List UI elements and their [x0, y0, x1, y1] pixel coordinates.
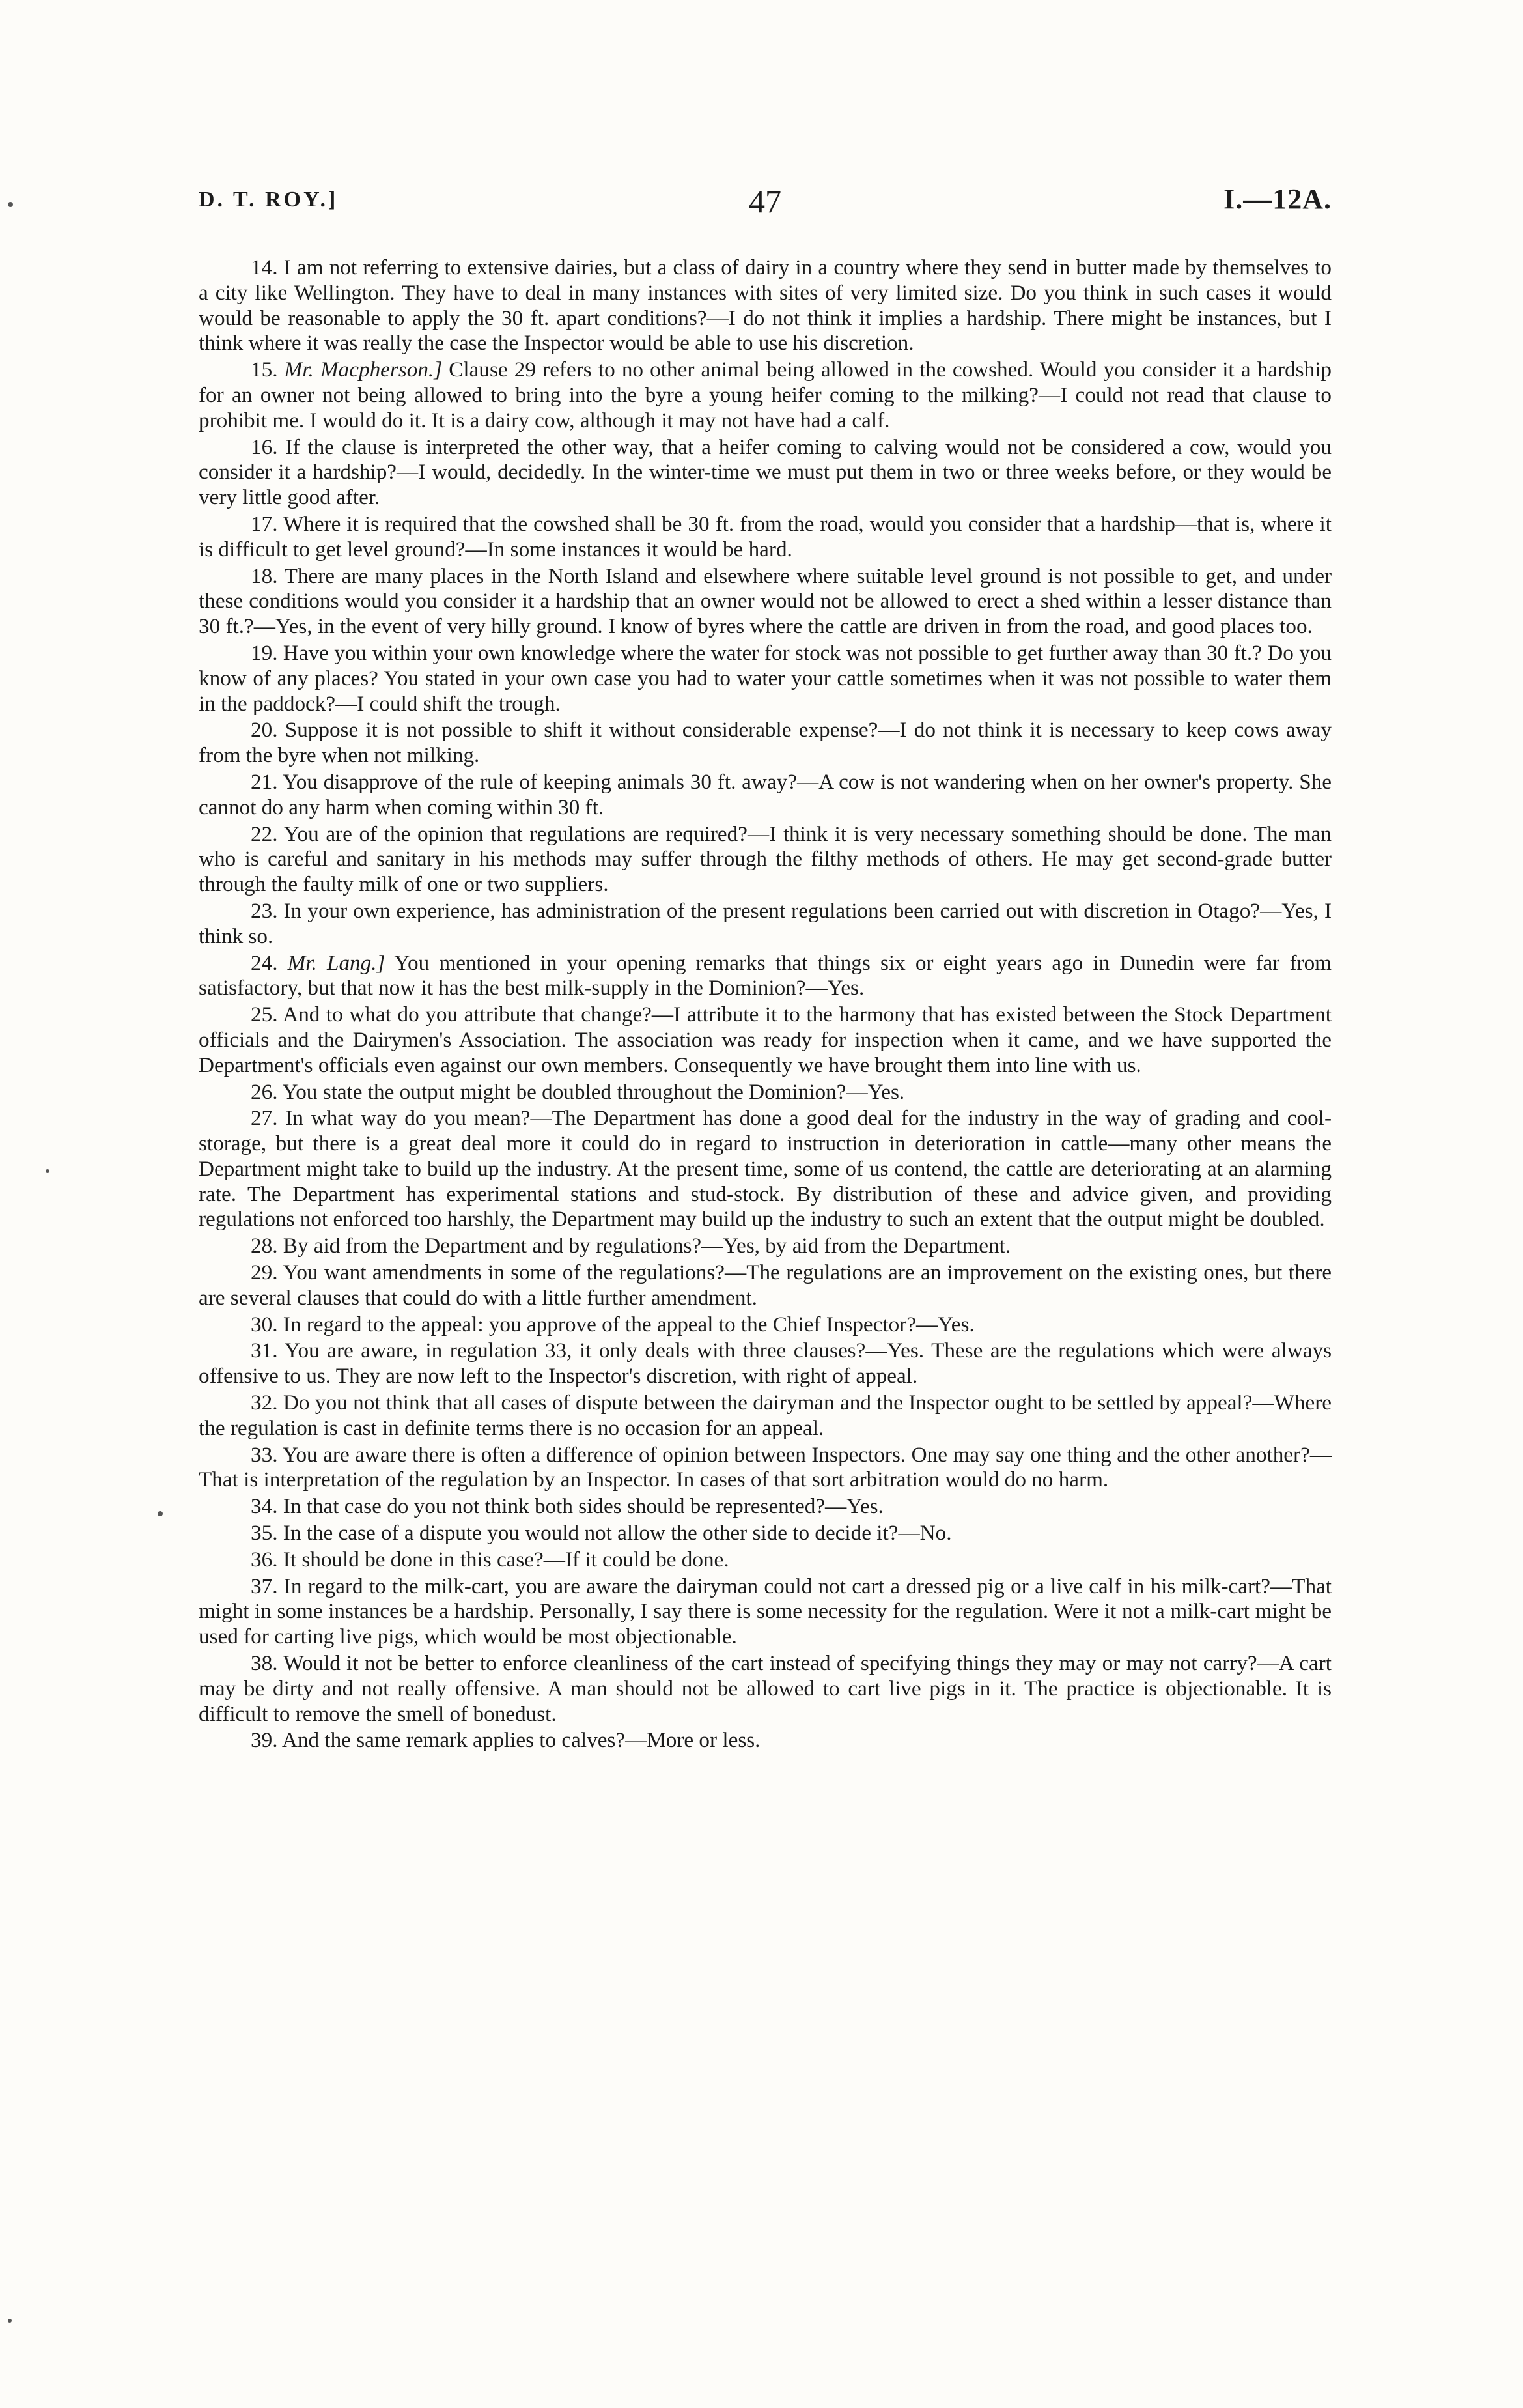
question-number: 16.	[251, 434, 278, 459]
question-paragraph	[199, 1234, 1332, 1259]
question-paragraph	[199, 1339, 1332, 1389]
question-paragraph	[199, 1080, 1332, 1105]
question-text: And the same remark applies to calves?—More or less.	[281, 1728, 761, 1753]
question-paragraph	[199, 1260, 1332, 1311]
question-text: And to what do you attribute that change?—I attribute it to the harmony that has existed between the Stock Department officials and the Dairymen's Association. The association was ready for inspection when it came, and we have supported the Department's officials even against our own members. Consequently we have brought them into line with us.	[199, 1002, 1332, 1077]
question-paragraph	[199, 1574, 1332, 1650]
question-number: 33.	[251, 1442, 278, 1467]
question-text: You are aware there is often a difference of opinion between Inspectors. One may say one thing and the other another?—That is interpretation of the regulation by an Inspector. In cases of that sort arbitration would do no harm.	[199, 1442, 1332, 1492]
question-paragraph	[199, 255, 1332, 356]
question-paragraph	[199, 1728, 1332, 1753]
question-text: In regard to the appeal: you approve of the appeal to the Chief Inspector?—Yes.	[283, 1312, 975, 1337]
question-number: 38.	[251, 1651, 278, 1676]
question-text: You are aware, in regulation 33, it only deals with three clauses?—Yes. These are the regulations which were always offensive to us. They are now left to the Inspector's discretion, with right of appeal.	[199, 1339, 1332, 1389]
question-text: If the clause is interpreted the other way, that a heifer coming to calving would not be considered a cow, would you consider it a hardship?—I would, decidedly. In the winter-time we must put them in two or three weeks before, or they would be very little good after.	[199, 434, 1332, 510]
speaker-label: Mr. Lang.]	[287, 950, 385, 975]
question-number: 17.	[251, 511, 278, 536]
question-paragraph	[199, 1494, 1332, 1520]
question-text: In regard to the milk-cart, you are aware the dairyman could not cart a dressed pig or a live calf in his milk-cart?—That might in some instances be a hardship. Personally, I say there is some necessity for the regulation. Were it not a milk-cart might be used for carting live pigs, which would be most objectionable.	[199, 1574, 1332, 1649]
question-text: You mentioned in your opening remarks that things six or eight years ago in Dunedin were far from satisfactory, but that now it has the best milk-supply in the Dominion?—Yes.	[199, 950, 1332, 1000]
question-text: It should be done in this case?—If it could be done.	[283, 1547, 729, 1572]
question-paragraph	[199, 951, 1332, 1002]
question-number: 26.	[251, 1079, 278, 1104]
question-number: 18.	[251, 563, 278, 588]
question-number: 29.	[251, 1260, 278, 1285]
question-paragraph	[199, 1651, 1332, 1727]
question-text: In what way do you mean?—The Department has done a good deal for the industry in the way of grading and cool-storage, but there is a great deal more it could do in regard to instruction in deterioration in cattle—many other means the Department might take to build up the industry. At the present time, some of us contend, the cattle are deteriorating at an alarming rate. The Department has experimental stations and stud-stock. By distribution of these and advice given, and providing regulations not enforced too harshly, the Department may build up the industry to such an extent that the output might be doubled.	[199, 1106, 1332, 1232]
question-number: 14.	[251, 255, 278, 279]
witness-name: D. T. ROY.]	[199, 188, 339, 212]
question-number: 34.	[251, 1494, 278, 1519]
margin-speck	[46, 1169, 49, 1173]
question-number: 36.	[251, 1547, 278, 1572]
question-number: 30.	[251, 1312, 278, 1337]
question-paragraph	[199, 512, 1332, 563]
question-paragraph	[199, 822, 1332, 898]
question-paragraph	[199, 1391, 1332, 1441]
question-paragraph	[199, 358, 1332, 433]
question-paragraph	[199, 1002, 1332, 1078]
question-paragraph	[199, 435, 1332, 511]
question-text: You are of the opinion that regulations are required?—I think it is very necessary something should be done. The man who is careful and sanitary in his methods may suffer through the filthy methods of others. He may get second-grade butter through the faulty milk of one or two suppliers.	[199, 821, 1332, 897]
question-text: You want amendments in some of the regulations?—The regulations are an improvement on the existing ones, but there are several clauses that could do with a little further amendment.	[199, 1260, 1332, 1310]
speaker-label: Mr. Macpherson.]	[284, 358, 443, 382]
question-paragraph	[199, 1443, 1332, 1494]
question-paragraph	[199, 1521, 1332, 1546]
question-text: In the case of a dispute you would not allow the other side to decide it?—No.	[283, 1521, 952, 1546]
question-number: 35.	[251, 1521, 278, 1546]
question-number: 25.	[251, 1002, 278, 1027]
document-page	[199, 182, 1332, 1755]
question-paragraph	[199, 1548, 1332, 1573]
question-paragraph	[199, 564, 1332, 640]
question-number: 31.	[251, 1339, 278, 1363]
question-paragraph	[199, 641, 1332, 716]
question-paragraph	[199, 770, 1332, 821]
question-number: 24.	[251, 950, 278, 975]
question-number: 28.	[251, 1234, 278, 1258]
question-paragraph	[199, 718, 1332, 769]
question-text: Where it is required that the cowshed shall be 30 ft. from the road, would you consider that a hardship—that is, where it is difficult to get level ground?—In some instances it would be hard.	[199, 511, 1332, 561]
question-text: By aid from the Department and by regulations?—Yes, by aid from the Department.	[283, 1234, 1011, 1258]
question-paragraph	[199, 899, 1332, 950]
question-text: You disapprove of the rule of keeping animals 30 ft. away?—A cow is not wandering when on her owner's property. She cannot do any harm when coming within 30 ft.	[199, 769, 1332, 819]
question-number: 15.	[251, 358, 278, 382]
margin-speck	[8, 2319, 12, 2323]
question-number: 23.	[251, 898, 278, 923]
question-number: 32.	[251, 1391, 278, 1415]
question-number: 39.	[251, 1728, 278, 1753]
document-body	[199, 255, 1332, 1753]
question-number: 19.	[251, 640, 278, 665]
question-text: There are many places in the North Island and elsewhere where suitable level ground is not possible to get, and under these conditions would you consider it a hardship that an owner would not be allowed to erect a shed within a lesser distance than 30 ft.?—Yes, in the event of very hilly ground. I know of byres where the cattle are driven in from the road, and good places too.	[199, 563, 1332, 639]
margin-speck	[8, 202, 13, 207]
question-paragraph	[199, 1312, 1332, 1338]
question-text: I am not referring to extensive dairies, but a class of dairy in a country where they send in butter made by themselves to a city like Wellington. They have to deal in many instances with sites of very limited size. Do you think in such cases it would would be reasonable to apply the 30 ft. apart conditions?—I do not think it implies a hardship. There might be instances, but I think where it was really the case the Inspector would be able to use his discretion.	[199, 255, 1332, 356]
question-text: Suppose it is not possible to shift it without considerable expense?—I do not think it is necessary to keep cows away from the byre when not milking.	[199, 718, 1332, 768]
question-text: Would it not be better to enforce cleanliness of the cart instead of specifying things they may or may not carry?—A cart may be dirty and not really offensive. A man should not be allowed to cart live pigs in it. The practice is objectionable. It is difficult to remove the smell of bonedust.	[199, 1651, 1332, 1726]
question-number: 20.	[251, 718, 278, 743]
question-text: Clause 29 refers to no other animal being allowed in the cowshed. Would you consider it a hardship for an owner not being allowed to bring into the byre a young heifer coming to the milking?—I could not read that clause to prohibit me. I would do it. It is a dairy cow, although it may not have had a calf.	[199, 358, 1332, 432]
margin-speck	[158, 1511, 163, 1516]
question-number: 21.	[251, 769, 278, 794]
question-paragraph	[199, 1106, 1332, 1232]
question-text: You state the output might be doubled throughout the Dominion?—Yes.	[282, 1079, 905, 1104]
question-text: In your own experience, has administration of the present regulations been carried out with discretion in Otago?—Yes, I think so.	[199, 898, 1332, 948]
question-number: 22.	[251, 821, 278, 846]
question-text: In that case do you not think both sides should be represented?—Yes.	[283, 1494, 884, 1519]
question-text: Do you not think that all cases of dispute between the dairyman and the Inspector ought to be settled by appeal?—Where the regulation is cast in definite terms there is no occasion for an appeal.	[199, 1391, 1332, 1440]
page-number: 47	[749, 183, 781, 220]
page-header	[199, 182, 1332, 234]
question-text: Have you within your own knowledge where the water for stock was not possible to get further away than 30 ft.? Do you know of any places? You stated in your own case you had to water your cattle sometimes when it was not possible to water them in the paddock?—I could shift the trough.	[199, 640, 1332, 716]
paper-reference: I.—12A.	[1223, 183, 1332, 215]
question-number: 37.	[251, 1574, 278, 1598]
question-number: 27.	[251, 1106, 278, 1131]
